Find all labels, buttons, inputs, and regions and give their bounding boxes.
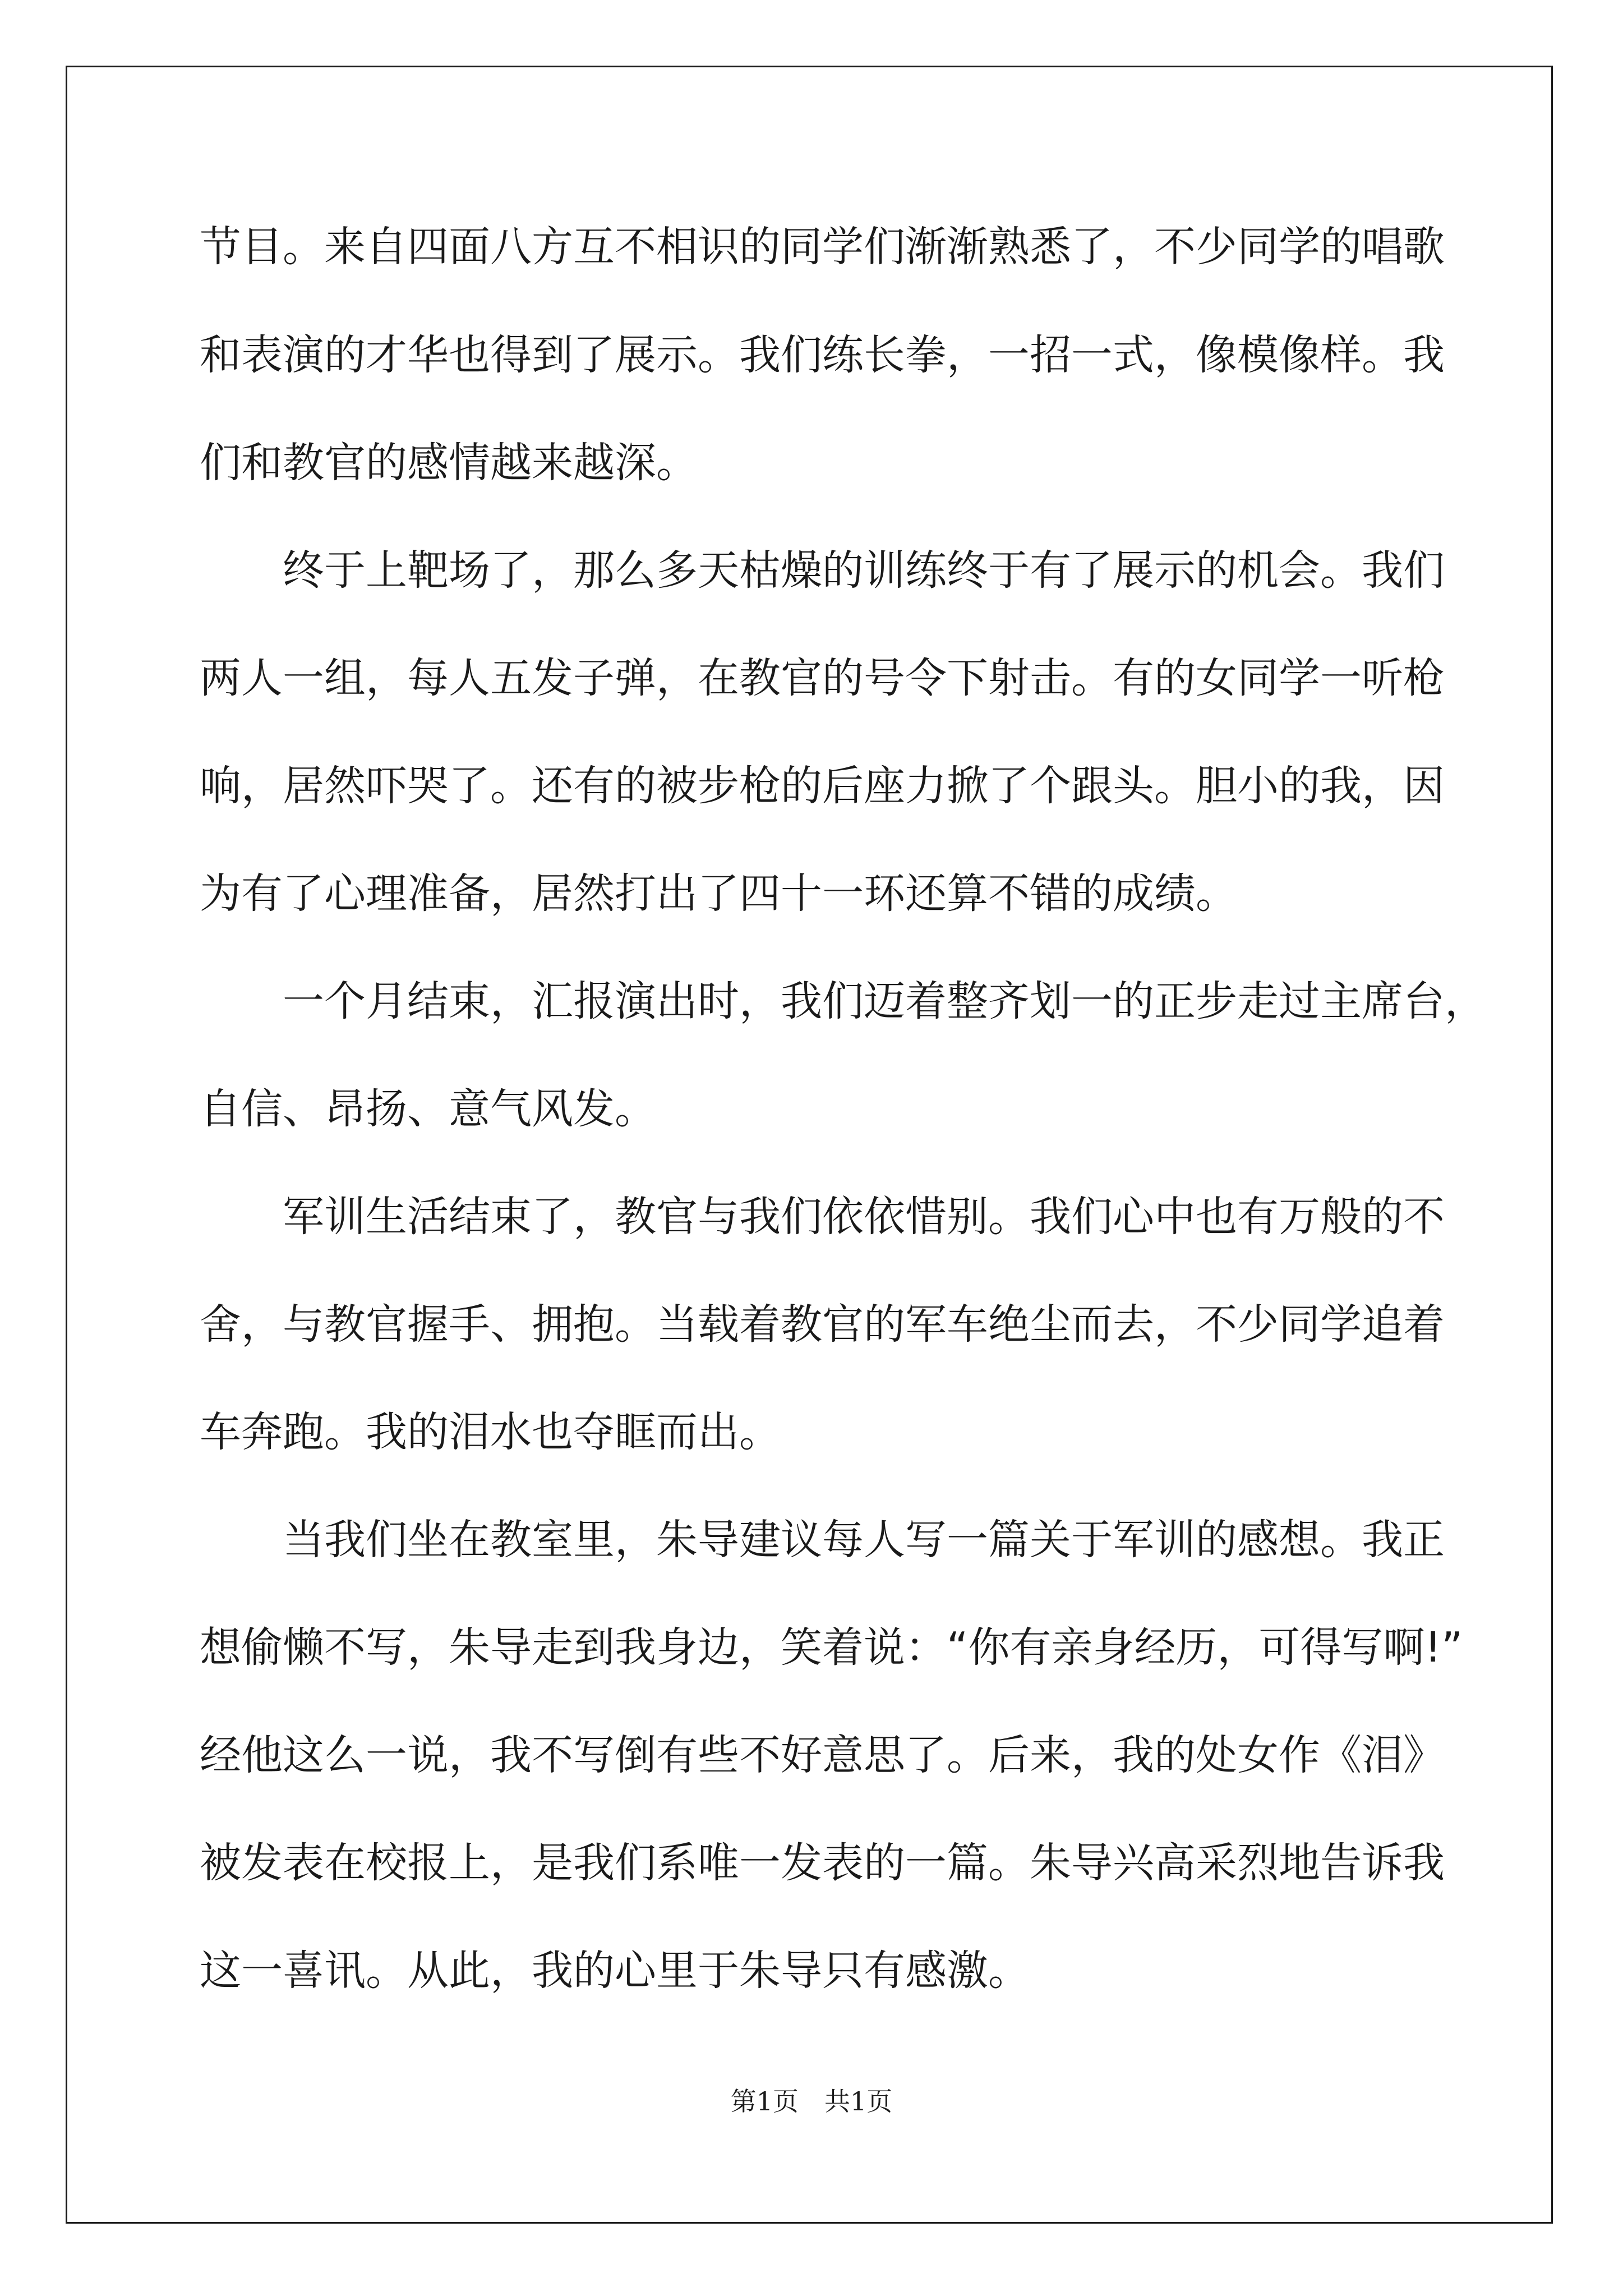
text-line: 被发表在校报上，是我们系唯一发表的一篇。朱导兴高采烈地告诉我 <box>200 1839 1445 1887</box>
text-line: 一个月结束，汇报演出时，我们迈着整齐划一的正步走过主席台， <box>200 977 1486 1025</box>
text-line: 节目。来自四面八方互不相识的同学们渐渐熟悉了，不少同学的唱歌 <box>200 223 1445 271</box>
page-border <box>66 66 1553 2224</box>
text-line: 两人一组，每人五发子弹，在教官的号令下射击。有的女同学一听枪 <box>200 654 1445 702</box>
text-line: 和表演的才华也得到了展示。我们练长拳，一招一式，像模像样。我 <box>200 331 1445 379</box>
text-line: 经他这么一说，我不写倒有些不好意思了。后来，我的处女作《泪》 <box>200 1731 1445 1779</box>
text-line: 军训生活结束了，教官与我们依依惜别。我们心中也有万般的不 <box>200 1193 1445 1241</box>
text-line: 想偷懒不写，朱导走到我身边，笑着说：“你有亲身经历，可得写啊!” <box>200 1623 1463 1672</box>
text-line: 终于上靶场了，那么多天枯燥的训练终于有了展示的机会。我们 <box>200 546 1445 595</box>
text-line: 响，居然吓哭了。还有的被步枪的后座力掀了个跟头。胆小的我，因 <box>200 762 1445 810</box>
text-line: 车奔跑。我的泪水也夺眶而出。 <box>200 1408 781 1456</box>
page-number-footer: 第1页 共1页 <box>730 2086 893 2116</box>
text-line: 为有了心理准备，居然打出了四十一环还算不错的成绩。 <box>200 869 1237 918</box>
text-line: 们和教官的感情越来越深。 <box>200 439 698 487</box>
text-line: 自信、昂扬、意气风发。 <box>200 1085 656 1133</box>
text-line: 当我们坐在教室里，朱导建议每人写一篇关于军训的感想。我正 <box>200 1516 1445 1564</box>
text-line: 这一喜讯。从此，我的心里于朱导只有感激。 <box>200 1947 1030 1995</box>
text-line: 舍，与教官握手、拥抱。当载着教官的军车绝尘而去，不少同学追着 <box>200 1300 1445 1349</box>
